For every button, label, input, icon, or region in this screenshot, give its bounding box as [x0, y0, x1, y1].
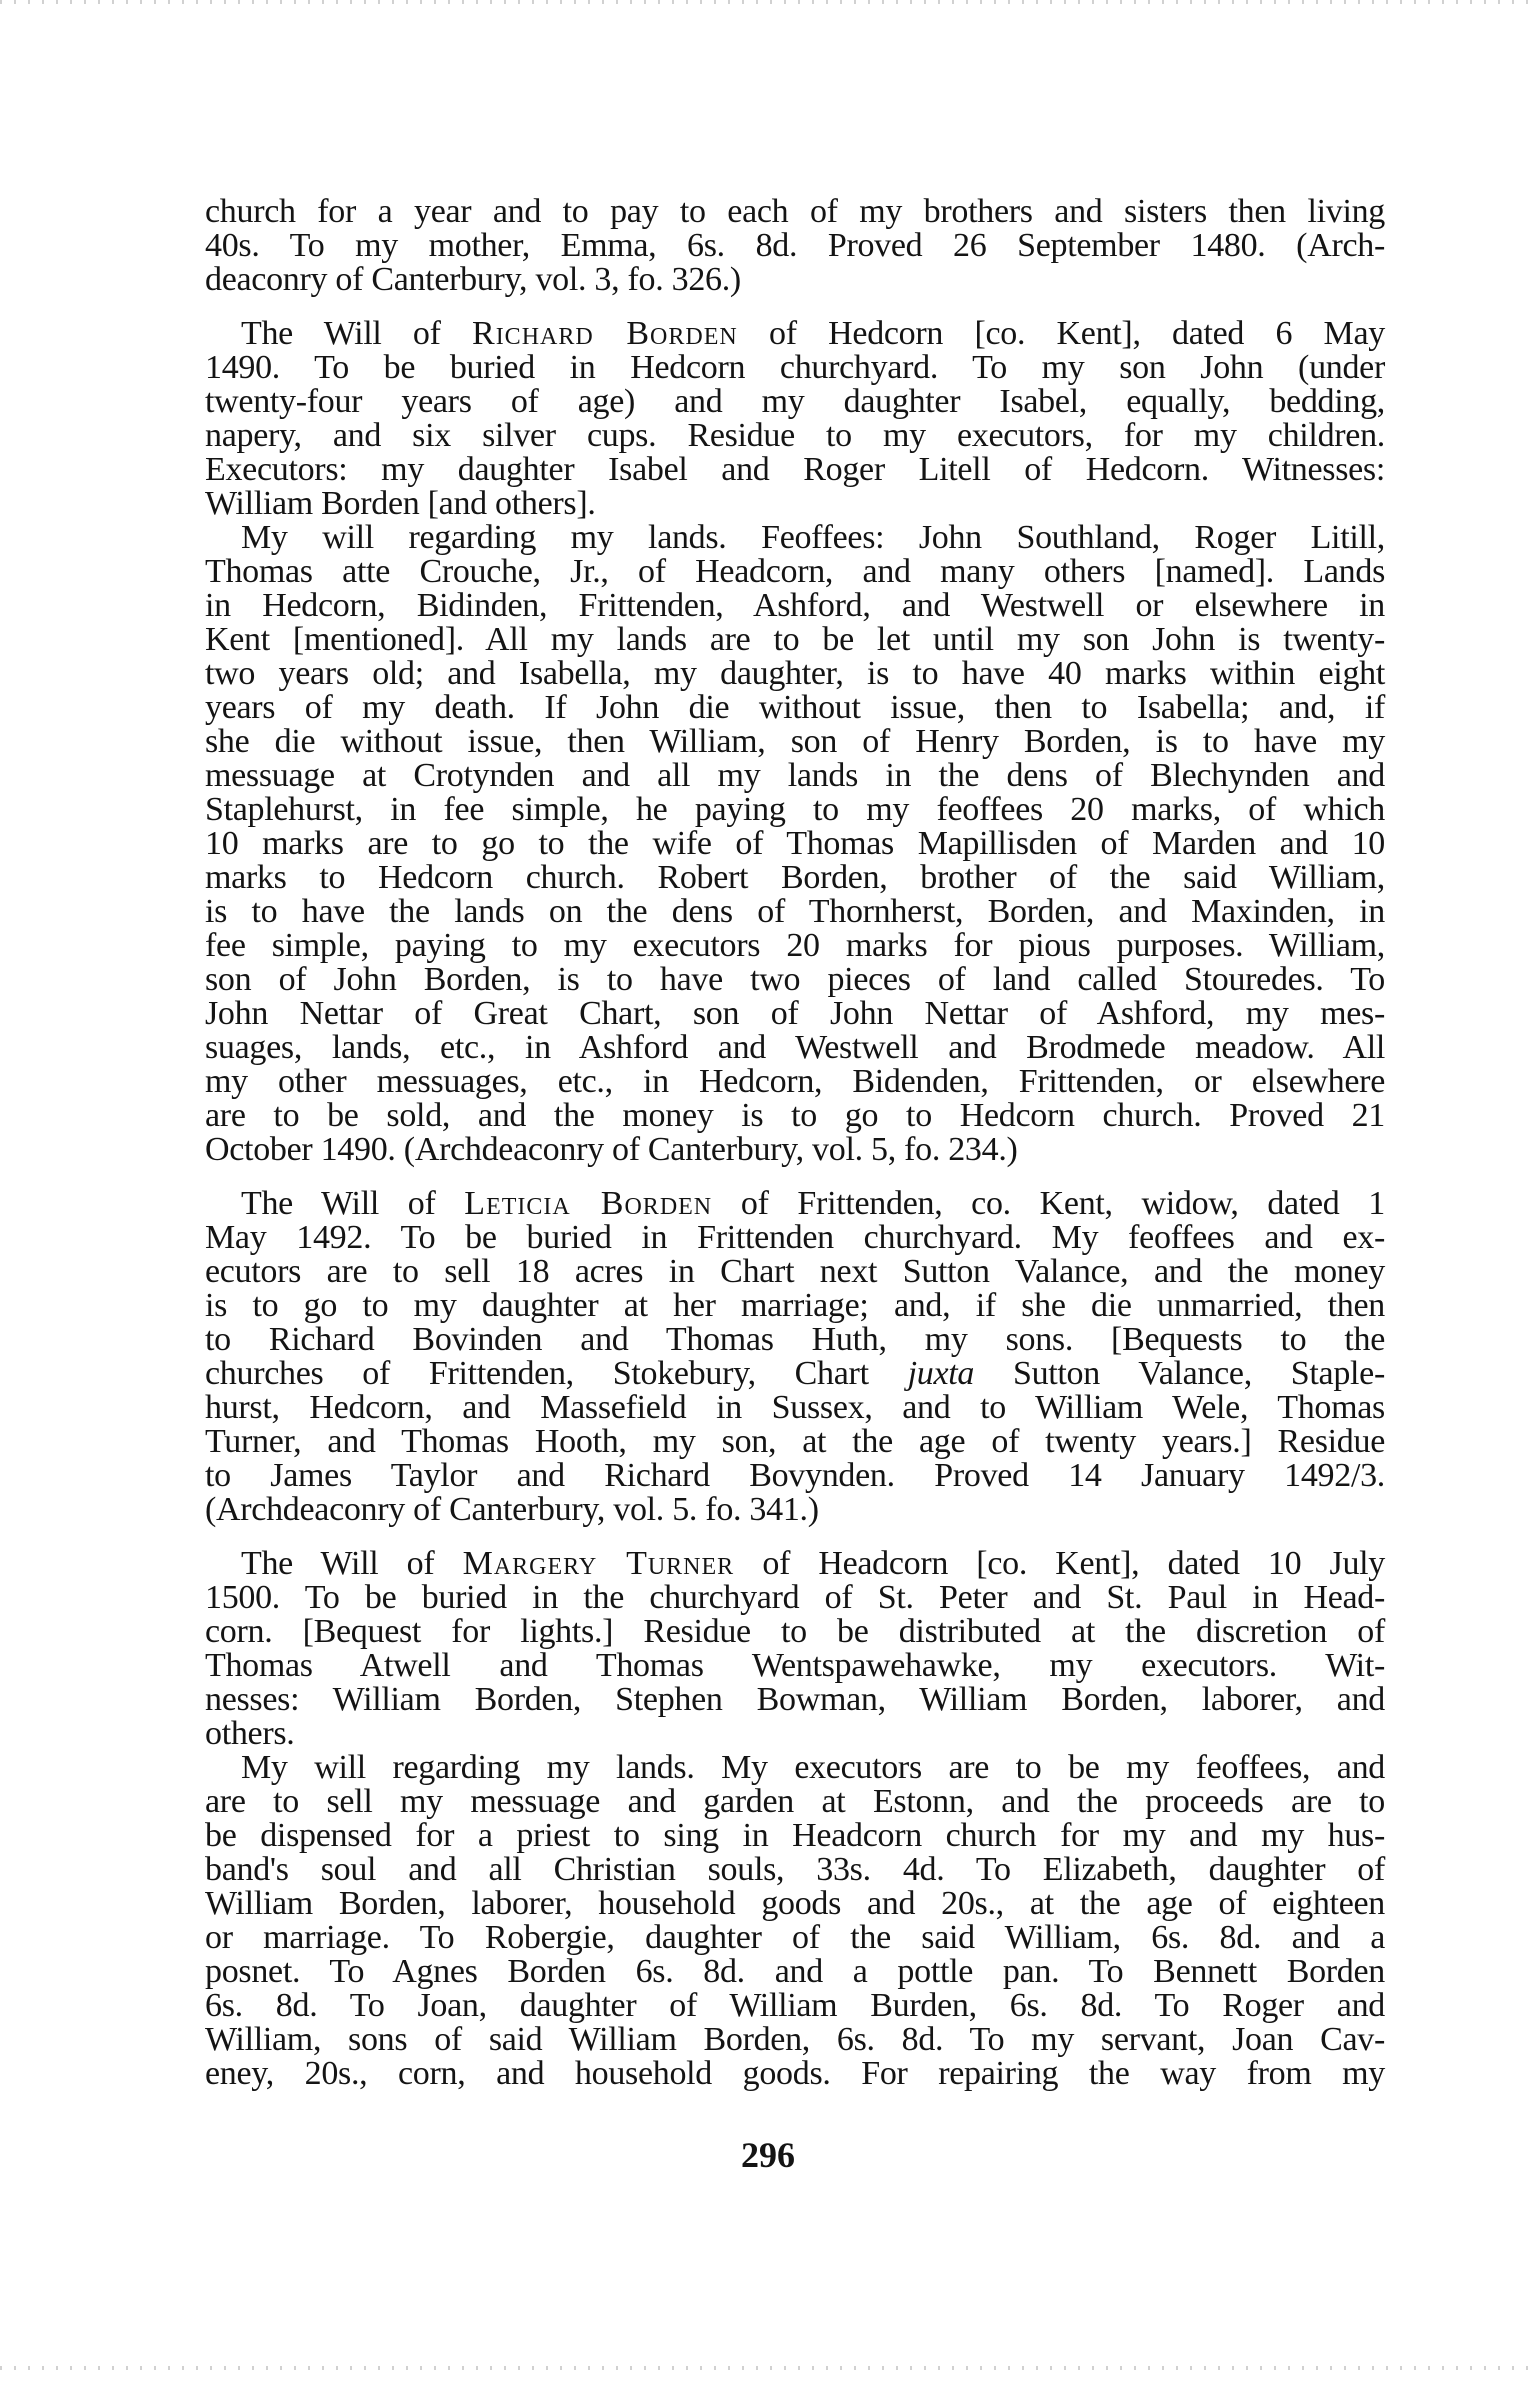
text-segment: churches of Frittenden, Stokebury, Chart [205, 1355, 908, 1392]
text-line [205, 589, 1385, 623]
text-line [205, 1819, 1385, 1853]
text-line [205, 351, 1385, 385]
text-line [205, 1853, 1385, 1887]
text-segment: 40s. To my mother, Emma, 6s. 8d. Proved 26 September 1480. (Arch- [205, 227, 1385, 264]
text-segment: Turner, and Thomas Hooth, my son, at the age of twenty years.] Residue [205, 1423, 1385, 1460]
text-line [241, 1751, 1385, 1785]
text-line [205, 453, 1385, 487]
text-segment: to James Taylor and Richard Bovynden. Proved 14 January 1492/3. [205, 1457, 1385, 1494]
text-line [205, 1099, 1385, 1133]
text-line [205, 1649, 1385, 1683]
text-line [205, 1357, 1385, 1391]
text-line [205, 1133, 1385, 1167]
text-segment: suages, lands, etc., in Ashford and Westwell and Brodmede meadow. All [205, 1029, 1385, 1066]
text-segment: to Richard Bovinden and Thomas Huth, my sons. [Bequests to the [205, 1321, 1385, 1358]
text-segment: Sutton Valance, Staple- [974, 1355, 1385, 1392]
text-segment: 10 marks are to go to the wife of Thomas Mapillisden of Marden and 10 [205, 825, 1385, 862]
text-line [205, 963, 1385, 997]
text-segment: two years old; and Isabella, my daughter, is to have 40 marks within eight [205, 655, 1385, 692]
text-line [205, 759, 1385, 793]
text-line [205, 1065, 1385, 1099]
text-segment: Executors: my daughter Isabel and Roger Litell of Hedcorn. Witnesses: [205, 451, 1385, 488]
text-segment: are to be sold, and the money is to go to Hedcorn church. Proved 21 [205, 1097, 1385, 1134]
text-line [205, 623, 1385, 657]
text-segment: William Borden, laborer, household goods and 20s., at the age of eighteen [205, 1885, 1385, 1922]
text-line [205, 229, 1385, 263]
text-line [205, 1921, 1385, 1955]
text-line [241, 317, 1385, 351]
text-line [205, 1887, 1385, 1921]
text-line [205, 1323, 1385, 1357]
text-segment: posnet. To Agnes Borden 6s. 8d. and a pottle pan. To Bennett Borden [205, 1953, 1385, 1990]
text-line [241, 521, 1385, 555]
text-line [241, 1547, 1385, 1581]
text-line [205, 793, 1385, 827]
text-segment: nesses: William Borden, Stephen Bowman, William Borden, laborer, and [205, 1681, 1385, 1718]
text-line [205, 861, 1385, 895]
text-segment: of Hedcorn [co. Kent], dated 6 May [737, 315, 1385, 352]
text-segment: 6s. 8d. To Joan, daughter of William Burden, 6s. 8d. To Roger and [205, 1987, 1385, 2024]
scan-top-edge [0, 0, 1536, 4]
text-line [205, 1581, 1385, 1615]
italic-word: juxta [907, 1355, 975, 1392]
testator-name: Richard Borden [472, 315, 738, 352]
text-line [205, 895, 1385, 929]
text-segment: be dispensed for a priest to sing in Headcorn church for my and my hus- [205, 1817, 1385, 1854]
text-segment: eney, 20s., corn, and household goods. For repairing the way from my [205, 2055, 1385, 2092]
page-number: 296 [741, 2135, 795, 2175]
text-segment: William Borden [and others]. [205, 485, 596, 522]
text-line [205, 691, 1385, 725]
text-segment: Thomas Atwell and Thomas Wentspawehawke, my executors. Wit- [205, 1647, 1385, 1684]
text-segment: marks to Hedcorn church. Robert Borden, brother of the said William, [205, 859, 1385, 896]
text-segment: of Frittenden, co. Kent, widow, dated 1 [712, 1185, 1385, 1222]
text-line [205, 725, 1385, 759]
text-line [205, 1683, 1385, 1717]
text-segment: or marriage. To Robergie, daughter of the said William, 6s. 8d. and a [205, 1919, 1385, 1956]
text-segment: of Headcorn [co. Kent], dated 10 July [734, 1545, 1385, 1582]
text-line [205, 2023, 1385, 2057]
text-segment: others. [205, 1715, 295, 1752]
text-segment: The Will of [241, 315, 473, 352]
text-line [205, 1391, 1385, 1425]
text-segment: My will regarding my lands. Feoffees: John Southland, Roger Litill, [241, 519, 1385, 556]
text-line [205, 997, 1385, 1031]
text-segment: in Hedcorn, Bidinden, Frittenden, Ashford, and Westwell or elsewhere in [205, 587, 1385, 624]
text-line [205, 1425, 1385, 1459]
text-line [205, 419, 1385, 453]
text-line [205, 1955, 1385, 1989]
text-segment: are to sell my messuage and garden at Estonn, and the proceeds are to [205, 1783, 1385, 1820]
text-line [205, 263, 1385, 297]
text-line [205, 1989, 1385, 2023]
text-segment: years of my death. If John die without issue, then to Isabella; and, if [205, 689, 1385, 726]
text-segment: deaconry of Canterbury, vol. 3, fo. 326.) [205, 261, 741, 298]
text-line [205, 1615, 1385, 1649]
text-segment: (Archdeaconry of Canterbury, vol. 5. fo. 341.) [205, 1491, 819, 1528]
text-segment: The Will of [241, 1185, 465, 1222]
text-segment: My will regarding my lands. My executors are to be my feoffees, and [241, 1749, 1385, 1786]
text-segment: corn. [Bequest for lights.] Residue to be distributed at the discretion of [205, 1613, 1385, 1650]
text-line [205, 827, 1385, 861]
text-segment: William, sons of said William Borden, 6s. 8d. To my servant, Joan Cav- [205, 2021, 1385, 2058]
text-segment: she die without issue, then William, son of Henry Borden, is to have my [205, 723, 1385, 760]
text-line [205, 2057, 1385, 2091]
text-segment: 1490. To be buried in Hedcorn churchyard. To my son John (under [205, 349, 1385, 386]
text-line [205, 1717, 1385, 1751]
text-segment: ecutors are to sell 18 acres in Chart next Sutton Valance, and the money [205, 1253, 1385, 1290]
text-segment: 1500. To be buried in the churchyard of St. Peter and St. Paul in Head- [205, 1579, 1385, 1616]
text-line [205, 1289, 1385, 1323]
text-segment: fee simple, paying to my executors 20 marks for pious purposes. William, [205, 927, 1385, 964]
text-line [205, 657, 1385, 691]
text-line [205, 1031, 1385, 1065]
testator-name: Leticia Borden [464, 1185, 713, 1222]
text-segment: my other messuages, etc., in Hedcorn, Bidenden, Frittenden, or elsewhere [205, 1063, 1385, 1100]
text-segment: band's soul and all Christian souls, 33s. 4d. To Elizabeth, daughter of [205, 1851, 1385, 1888]
text-line [205, 1255, 1385, 1289]
text-segment: church for a year and to pay to each of my brothers and sisters then living [205, 193, 1385, 230]
text-segment: messuage at Crotynden and all my lands in the dens of Blechynden and [205, 757, 1385, 794]
text-line [205, 487, 1385, 521]
text-line [205, 1493, 1385, 1527]
text-segment: is to go to my daughter at her marriage; and, if she die unmarried, then [205, 1287, 1385, 1324]
text-line [205, 1459, 1385, 1493]
text-segment: John Nettar of Great Chart, son of John Nettar of Ashford, my mes- [205, 995, 1385, 1032]
text-segment: Staplehurst, in fee simple, he paying to my feoffees 20 marks, of which [205, 791, 1385, 828]
text-segment: is to have the lands on the dens of Thornherst, Borden, and Maxinden, in [205, 893, 1385, 930]
text-line [205, 1221, 1385, 1255]
testator-name: Margery Turner [462, 1545, 735, 1582]
text-segment: twenty-four years of age) and my daughter Isabel, equally, bedding, [205, 383, 1385, 420]
text-line [205, 385, 1385, 419]
text-segment: son of John Borden, is to have two pieces of land called Stouredes. To [205, 961, 1385, 998]
text-segment: The Will of [241, 1545, 463, 1582]
text-segment: October 1490. (Archdeaconry of Canterbury, vol. 5, fo. 234.) [205, 1131, 1018, 1168]
text-line [205, 1785, 1385, 1819]
scan-bottom-edge [0, 2366, 1536, 2370]
text-segment: May 1492. To be buried in Frittenden churchyard. My feoffees and ex- [205, 1219, 1385, 1256]
text-line [205, 195, 1385, 229]
text-line [205, 555, 1385, 589]
text-line [205, 929, 1385, 963]
text-segment: napery, and six silver cups. Residue to my executors, for my children. [205, 417, 1385, 454]
text-segment: hurst, Hedcorn, and Massefield in Sussex, and to William Wele, Thomas [205, 1389, 1385, 1426]
text-segment: Kent [mentioned]. All my lands are to be let until my son John is twenty- [205, 621, 1385, 658]
text-segment: Thomas atte Crouche, Jr., of Headcorn, and many others [named]. Lands [205, 553, 1385, 590]
text-line [241, 1187, 1385, 1221]
